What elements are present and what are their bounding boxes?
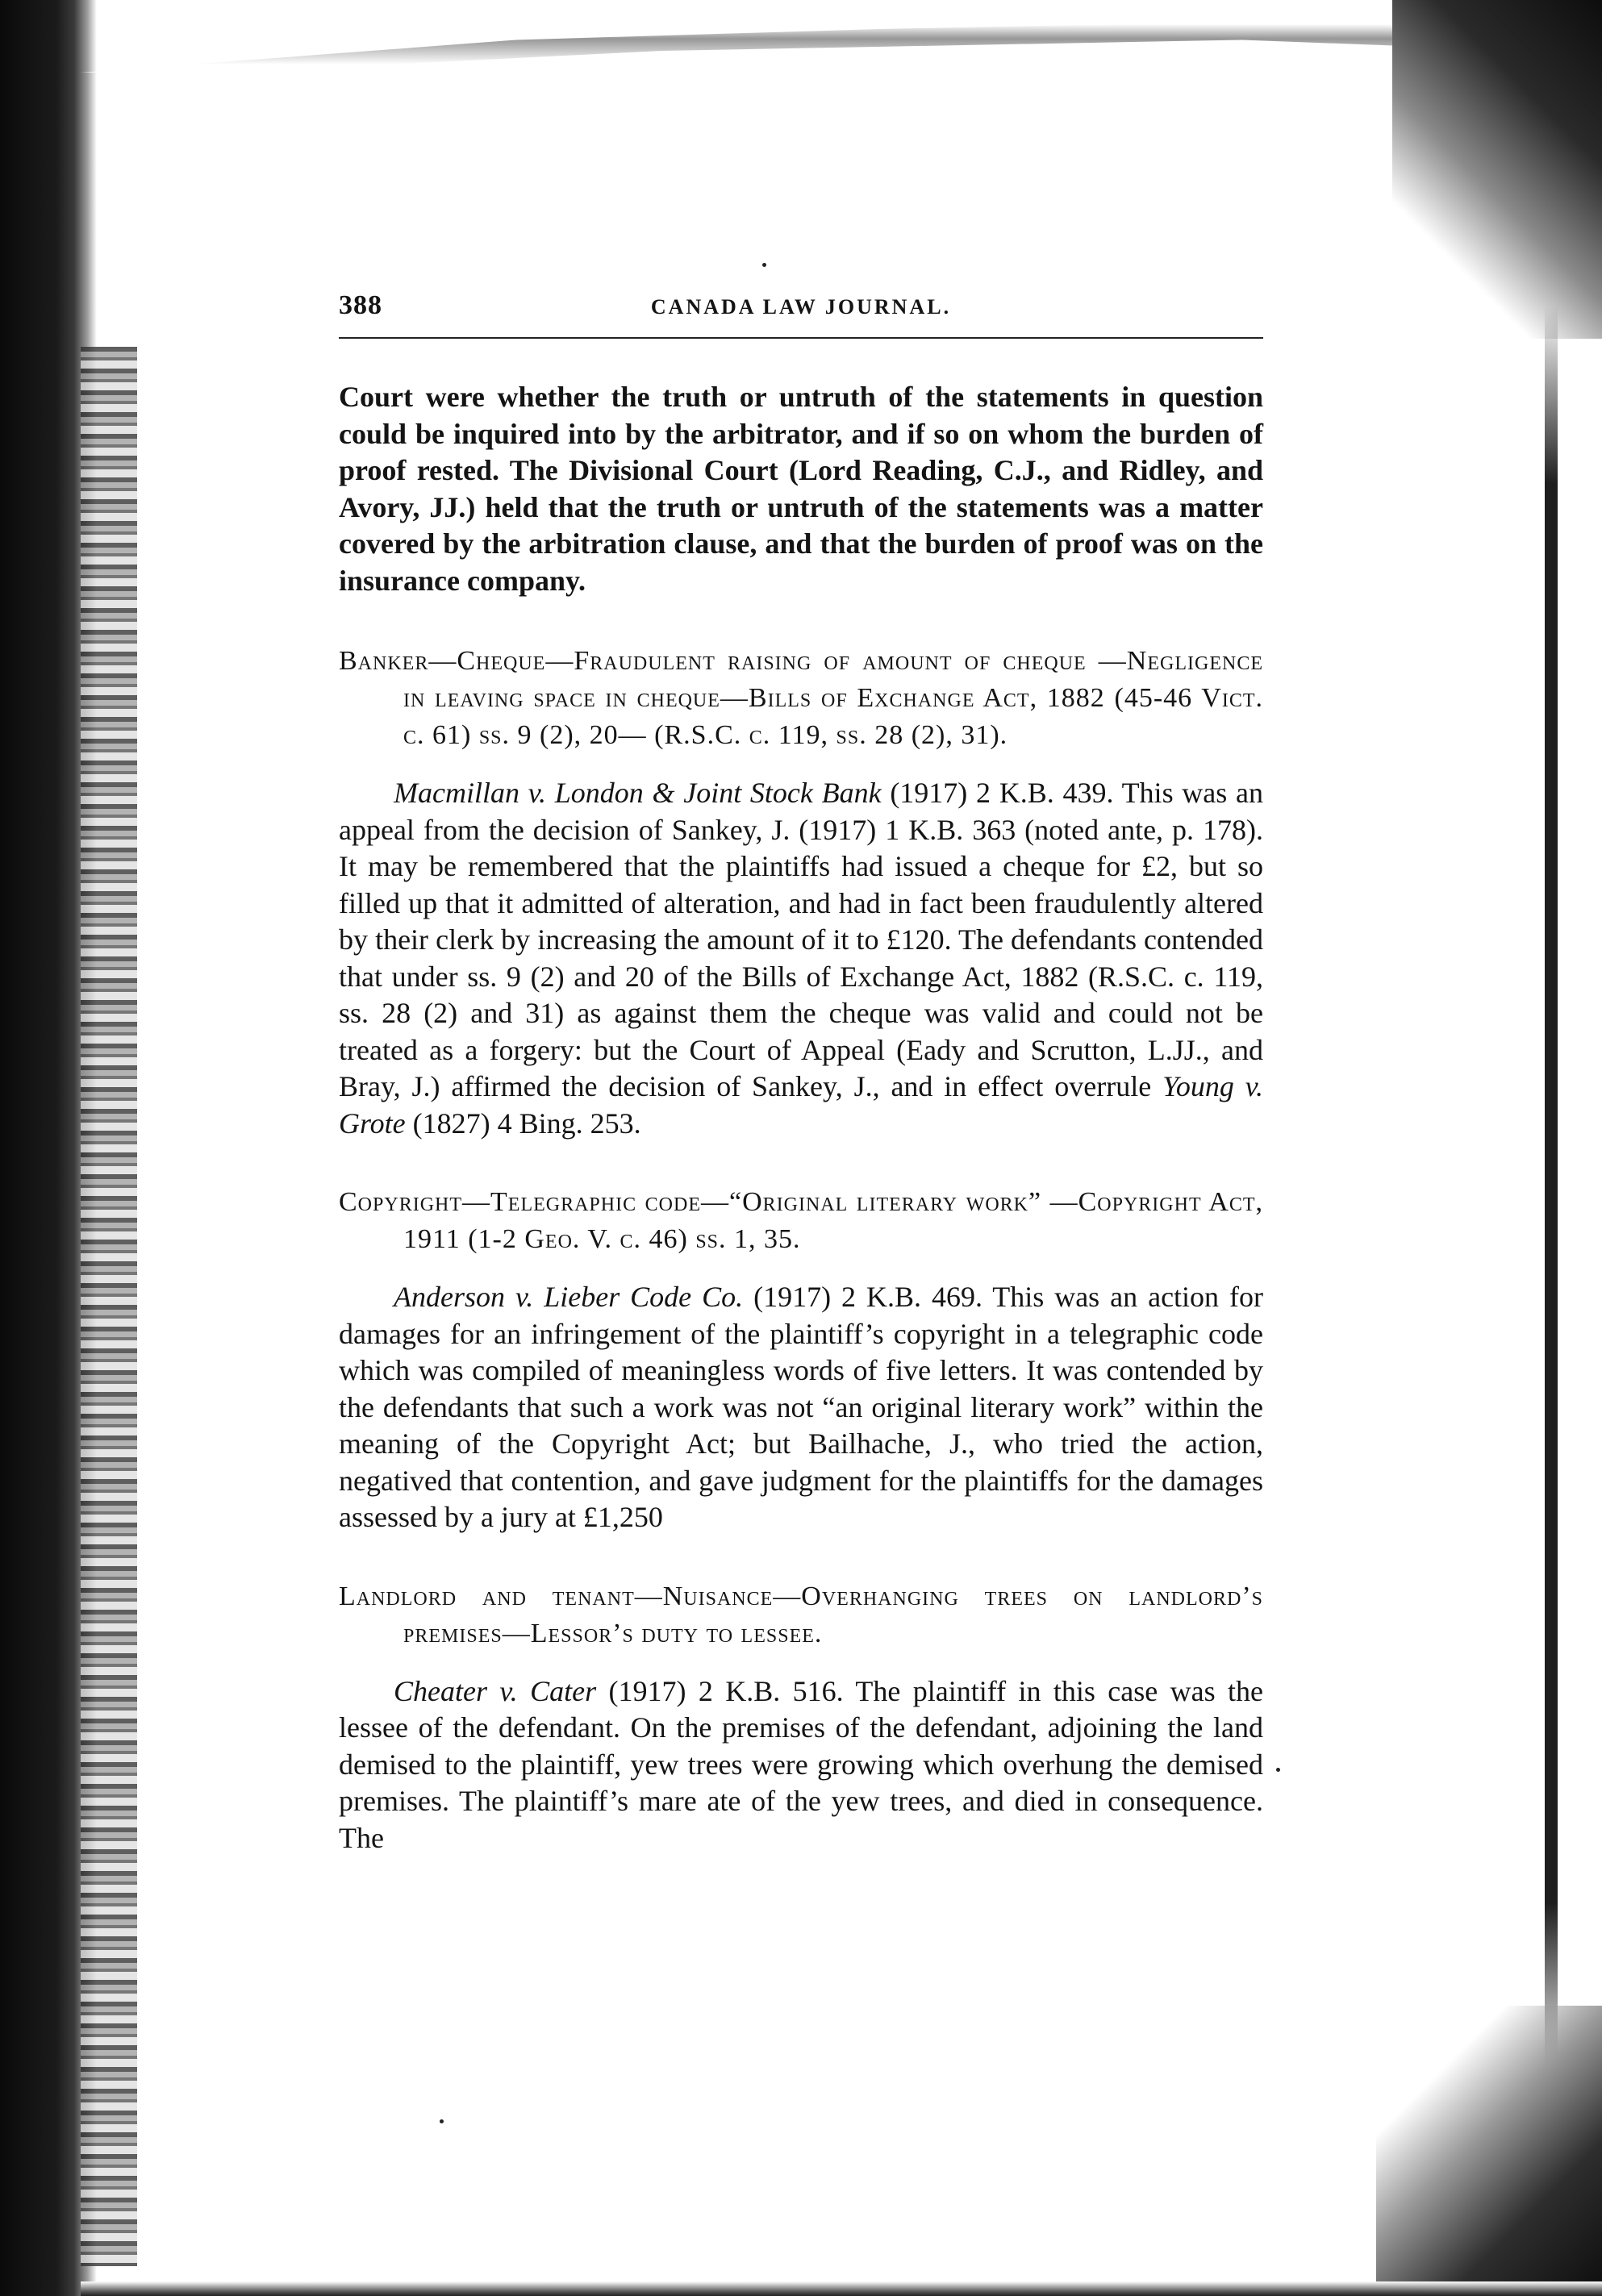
- scan-speck: [762, 263, 766, 267]
- page-number: 388: [339, 290, 382, 320]
- scan-bottom-right-corner: [1376, 2006, 1602, 2296]
- scan-bottom-edge: [81, 2281, 1602, 2296]
- case-body: (1917) 2 K.B. 469. This was an action for damages for an infringement of the plaintiff’s copyright in a telegraphic code which was compiled of meaningless words of five letters. It was contended by the defendants that such a work was not “an original literary work” within the meaning of the Copyright Act; but Bailhache, J., who tried the action, negatived that contention, and gave judgment for the plaintiffs for the damages assessed by a jury at £1,250: [339, 1281, 1263, 1533]
- intro-paragraph: Court were whether the truth or untruth of the statements in question could be inquired into by the arbitrator, and if so on whom the burden of proof rested. The Divisional Court (Lord Reading, C.J., and Ridley, and Avory, JJ.) held that the truth or untruth of the statements was a matter covered by the arbitration clause, and that the burden of proof was on the insurance company.: [339, 381, 1263, 597]
- case-paragraph-macmillan: [339, 775, 1263, 1142]
- journal-page: [339, 289, 1263, 1856]
- case-paragraph-anderson: [339, 1279, 1263, 1536]
- case-body-end: (1827) 4 Bing. 253.: [405, 1106, 641, 1140]
- journal-title: CANADA LAW JOURNAL.: [650, 295, 952, 319]
- scan-top-edge: [81, 0, 1533, 73]
- scan-speck: [1276, 1768, 1280, 1772]
- scan-right-edge: [1545, 306, 1558, 2081]
- scan-top-right-corner: [1392, 0, 1602, 339]
- case-paragraph-cheater: [339, 1673, 1263, 1857]
- scan-binding-shadow: [81, 347, 137, 2266]
- section-heading-copyright: Copyright—Telegraphic code—“Original literary work” —Copyright Act, 1911 (1-2 Geo. V. c. 46) ss. 1, 35.: [339, 1187, 1263, 1254]
- section-heading-landlord: Landlord and tenant—Nuisance—Overhanging trees on landlord’s premises—Lessor’s duty to lessee.: [339, 1581, 1263, 1648]
- section-heading-banker: Banker—Cheque—Fraudulent raising of amount of cheque —Negligence in leaving space in cheque—Bills of Exchange Act, 1882 (45-46 Vict. c. 61) ss. 9 (2), 20— (R.S.C. c. 119, ss. 28 (2), 31).: [339, 646, 1263, 750]
- case-body: (1917) 2 K.B. 439. This was an appeal from the decision of Sankey, J. (1917) 1 K.B. 363 (noted ante, p. 178). It may be remembered that the plaintiffs had issued a cheque for £2, but so filled up that it admitted of alteration, and had in fact been fraudulently altered by their clerk by increasing the amount of it to £120. The defendants contended that under ss. 9 (2) and 20 of the Bills of Exchange Act, 1882 (R.S.C. c. 119, ss. 28 (2) and 31) as against them the cheque was valid and could not be treated as a forgery: but the Court of Appeal (Eady and Scrutton, L.JJ., and Bray, J.) affirmed the decision of Sankey, J., and in effect overrule: [339, 777, 1263, 1102]
- scan-speck: [440, 2119, 444, 2123]
- case-name: Cheater v. Cater: [394, 1674, 597, 1707]
- cited-case-name: Young v. Grote: [339, 1070, 1264, 1140]
- case-name: Macmillan v. London & Joint Stock Bank: [394, 777, 882, 809]
- case-name: Anderson v. Lieber Code Co.: [394, 1281, 744, 1313]
- running-head: [339, 289, 1263, 339]
- case-body: (1917) 2 K.B. 516. The plaintiff in this case was the lessee of the defendant. On the premises of the defendant, adjoining the land demised to the plaintiff, yew trees were growing which overhung the demised premises. The plaintiff’s mare ate of the yew trees, and died in consequence. The: [339, 1674, 1264, 1854]
